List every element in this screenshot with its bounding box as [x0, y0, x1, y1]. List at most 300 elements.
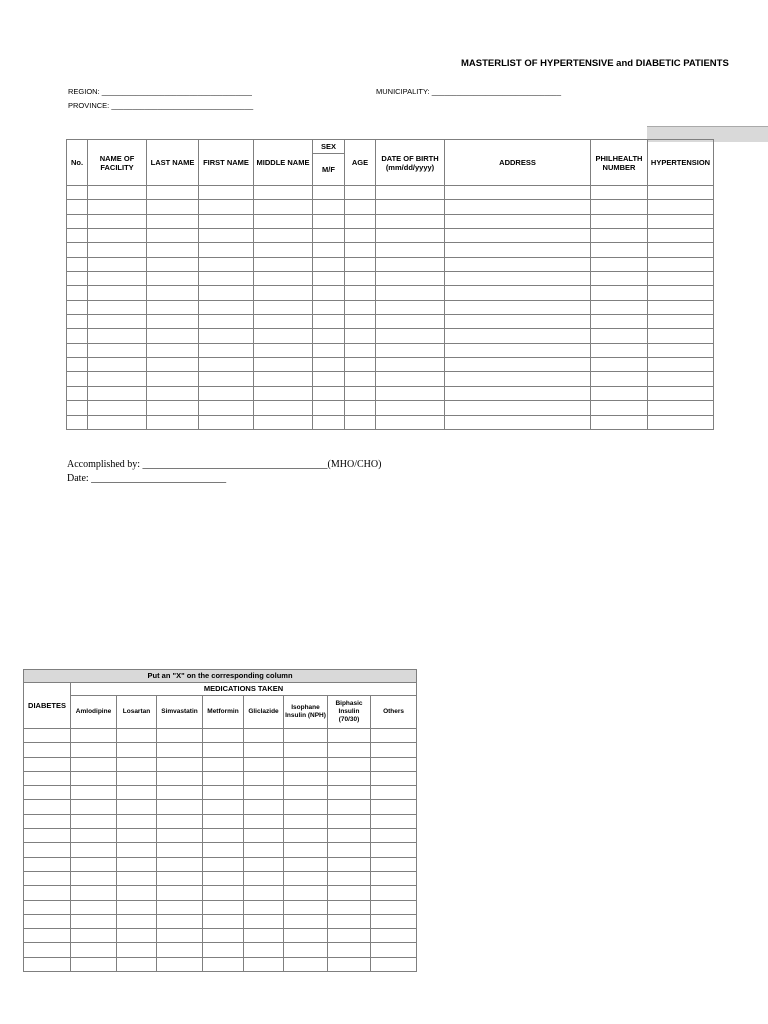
- table-cell[interactable]: [328, 757, 371, 771]
- table-cell[interactable]: [313, 286, 345, 300]
- table-cell[interactable]: [203, 886, 244, 900]
- table-cell[interactable]: [591, 200, 648, 214]
- table-cell[interactable]: [284, 900, 328, 914]
- table-cell[interactable]: [157, 729, 203, 743]
- table-cell[interactable]: [445, 186, 591, 200]
- table-cell[interactable]: [117, 814, 157, 828]
- table-cell[interactable]: [345, 300, 376, 314]
- table-cell[interactable]: [254, 186, 313, 200]
- table-cell[interactable]: [24, 957, 71, 971]
- table-cell[interactable]: [345, 200, 376, 214]
- table-cell[interactable]: [199, 415, 254, 429]
- table-cell[interactable]: [254, 300, 313, 314]
- table-cell[interactable]: [371, 743, 417, 757]
- table-cell[interactable]: [328, 871, 371, 885]
- table-cell[interactable]: [254, 358, 313, 372]
- table-cell[interactable]: [376, 272, 445, 286]
- table-cell[interactable]: [157, 743, 203, 757]
- table-cell[interactable]: [157, 900, 203, 914]
- table-cell[interactable]: [117, 914, 157, 928]
- table-cell[interactable]: [591, 329, 648, 343]
- table-cell[interactable]: [203, 757, 244, 771]
- table-cell[interactable]: [24, 800, 71, 814]
- table-cell[interactable]: [244, 829, 284, 843]
- table-cell[interactable]: [244, 800, 284, 814]
- table-cell[interactable]: [345, 286, 376, 300]
- table-cell[interactable]: [117, 743, 157, 757]
- table-cell[interactable]: [67, 343, 88, 357]
- table-cell[interactable]: [203, 943, 244, 957]
- table-cell[interactable]: [284, 929, 328, 943]
- table-cell[interactable]: [71, 829, 117, 843]
- table-cell[interactable]: [244, 871, 284, 885]
- table-cell[interactable]: [328, 786, 371, 800]
- table-cell[interactable]: [88, 386, 147, 400]
- table-cell[interactable]: [157, 886, 203, 900]
- table-cell[interactable]: [244, 957, 284, 971]
- table-cell[interactable]: [254, 329, 313, 343]
- table-cell[interactable]: [88, 272, 147, 286]
- table-cell[interactable]: [244, 943, 284, 957]
- table-cell[interactable]: [203, 800, 244, 814]
- table-cell[interactable]: [445, 329, 591, 343]
- table-cell[interactable]: [313, 315, 345, 329]
- table-cell[interactable]: [117, 843, 157, 857]
- table-cell[interactable]: [71, 843, 117, 857]
- table-cell[interactable]: [244, 843, 284, 857]
- table-cell[interactable]: [117, 957, 157, 971]
- table-cell[interactable]: [376, 358, 445, 372]
- table-cell[interactable]: [284, 729, 328, 743]
- table-cell[interactable]: [203, 914, 244, 928]
- table-cell[interactable]: [254, 286, 313, 300]
- table-cell[interactable]: [71, 814, 117, 828]
- table-cell[interactable]: [88, 329, 147, 343]
- table-cell[interactable]: [328, 843, 371, 857]
- table-cell[interactable]: [203, 843, 244, 857]
- table-cell[interactable]: [371, 871, 417, 885]
- table-cell[interactable]: [117, 757, 157, 771]
- table-cell[interactable]: [313, 200, 345, 214]
- table-cell[interactable]: [591, 401, 648, 415]
- table-cell[interactable]: [591, 272, 648, 286]
- table-cell[interactable]: [591, 300, 648, 314]
- table-cell[interactable]: [648, 315, 714, 329]
- table-cell[interactable]: [117, 929, 157, 943]
- table-cell[interactable]: [345, 329, 376, 343]
- table-cell[interactable]: [199, 229, 254, 243]
- table-cell[interactable]: [648, 343, 714, 357]
- table-cell[interactable]: [157, 871, 203, 885]
- table-cell[interactable]: [284, 857, 328, 871]
- table-cell[interactable]: [445, 343, 591, 357]
- table-cell[interactable]: [345, 415, 376, 429]
- table-cell[interactable]: [445, 229, 591, 243]
- table-cell[interactable]: [157, 843, 203, 857]
- table-cell[interactable]: [284, 914, 328, 928]
- table-cell[interactable]: [345, 401, 376, 415]
- table-cell[interactable]: [313, 401, 345, 415]
- table-cell[interactable]: [24, 829, 71, 843]
- table-cell[interactable]: [147, 358, 199, 372]
- table-cell[interactable]: [345, 243, 376, 257]
- table-cell[interactable]: [199, 315, 254, 329]
- table-cell[interactable]: [199, 272, 254, 286]
- table-cell[interactable]: [328, 929, 371, 943]
- table-cell[interactable]: [254, 401, 313, 415]
- table-cell[interactable]: [376, 286, 445, 300]
- table-cell[interactable]: [648, 415, 714, 429]
- table-cell[interactable]: [24, 943, 71, 957]
- table-cell[interactable]: [328, 729, 371, 743]
- table-cell[interactable]: [157, 929, 203, 943]
- table-cell[interactable]: [67, 186, 88, 200]
- table-cell[interactable]: [88, 358, 147, 372]
- table-cell[interactable]: [147, 386, 199, 400]
- table-cell[interactable]: [648, 286, 714, 300]
- table-cell[interactable]: [71, 957, 117, 971]
- table-cell[interactable]: [157, 786, 203, 800]
- table-cell[interactable]: [328, 829, 371, 843]
- table-cell[interactable]: [648, 186, 714, 200]
- table-cell[interactable]: [284, 871, 328, 885]
- table-cell[interactable]: [648, 300, 714, 314]
- table-cell[interactable]: [67, 329, 88, 343]
- table-cell[interactable]: [591, 214, 648, 228]
- table-cell[interactable]: [313, 257, 345, 271]
- table-cell[interactable]: [371, 729, 417, 743]
- table-cell[interactable]: [313, 372, 345, 386]
- table-cell[interactable]: [371, 771, 417, 785]
- table-cell[interactable]: [284, 786, 328, 800]
- table-cell[interactable]: [88, 243, 147, 257]
- table-cell[interactable]: [67, 257, 88, 271]
- table-cell[interactable]: [445, 214, 591, 228]
- table-cell[interactable]: [88, 186, 147, 200]
- table-cell[interactable]: [244, 914, 284, 928]
- table-cell[interactable]: [88, 257, 147, 271]
- table-cell[interactable]: [157, 957, 203, 971]
- table-cell[interactable]: [117, 871, 157, 885]
- table-cell[interactable]: [147, 214, 199, 228]
- table-cell[interactable]: [328, 914, 371, 928]
- table-cell[interactable]: [117, 829, 157, 843]
- table-cell[interactable]: [199, 200, 254, 214]
- table-cell[interactable]: [88, 315, 147, 329]
- table-cell[interactable]: [648, 243, 714, 257]
- table-cell[interactable]: [157, 943, 203, 957]
- table-cell[interactable]: [371, 829, 417, 843]
- table-cell[interactable]: [284, 800, 328, 814]
- table-cell[interactable]: [313, 343, 345, 357]
- table-cell[interactable]: [71, 729, 117, 743]
- table-cell[interactable]: [345, 315, 376, 329]
- table-cell[interactable]: [284, 843, 328, 857]
- table-cell[interactable]: [376, 243, 445, 257]
- table-cell[interactable]: [254, 257, 313, 271]
- table-cell[interactable]: [445, 401, 591, 415]
- table-cell[interactable]: [313, 300, 345, 314]
- table-cell[interactable]: [284, 743, 328, 757]
- table-cell[interactable]: [71, 900, 117, 914]
- table-cell[interactable]: [24, 900, 71, 914]
- table-cell[interactable]: [254, 229, 313, 243]
- table-cell[interactable]: [157, 914, 203, 928]
- table-cell[interactable]: [157, 771, 203, 785]
- table-cell[interactable]: [199, 401, 254, 415]
- table-cell[interactable]: [371, 786, 417, 800]
- table-cell[interactable]: [199, 358, 254, 372]
- table-cell[interactable]: [445, 386, 591, 400]
- table-cell[interactable]: [313, 386, 345, 400]
- table-cell[interactable]: [313, 186, 345, 200]
- table-cell[interactable]: [244, 757, 284, 771]
- table-cell[interactable]: [71, 800, 117, 814]
- table-cell[interactable]: [345, 229, 376, 243]
- table-cell[interactable]: [345, 272, 376, 286]
- table-cell[interactable]: [203, 929, 244, 943]
- table-cell[interactable]: [117, 771, 157, 785]
- table-cell[interactable]: [203, 814, 244, 828]
- table-cell[interactable]: [254, 372, 313, 386]
- table-cell[interactable]: [67, 300, 88, 314]
- table-cell[interactable]: [244, 900, 284, 914]
- table-cell[interactable]: [157, 757, 203, 771]
- table-cell[interactable]: [24, 929, 71, 943]
- table-cell[interactable]: [328, 900, 371, 914]
- table-cell[interactable]: [371, 843, 417, 857]
- table-cell[interactable]: [24, 786, 71, 800]
- table-cell[interactable]: [371, 929, 417, 943]
- table-cell[interactable]: [199, 300, 254, 314]
- table-cell[interactable]: [147, 372, 199, 386]
- table-cell[interactable]: [71, 743, 117, 757]
- table-cell[interactable]: [648, 358, 714, 372]
- table-cell[interactable]: [67, 315, 88, 329]
- table-cell[interactable]: [371, 914, 417, 928]
- table-cell[interactable]: [376, 401, 445, 415]
- table-cell[interactable]: [67, 401, 88, 415]
- table-cell[interactable]: [371, 800, 417, 814]
- table-cell[interactable]: [203, 786, 244, 800]
- table-cell[interactable]: [445, 257, 591, 271]
- table-cell[interactable]: [254, 200, 313, 214]
- table-cell[interactable]: [24, 814, 71, 828]
- table-cell[interactable]: [244, 857, 284, 871]
- table-cell[interactable]: [203, 957, 244, 971]
- table-cell[interactable]: [313, 214, 345, 228]
- table-cell[interactable]: [648, 272, 714, 286]
- table-cell[interactable]: [371, 900, 417, 914]
- table-cell[interactable]: [591, 286, 648, 300]
- table-cell[interactable]: [147, 315, 199, 329]
- table-cell[interactable]: [345, 372, 376, 386]
- table-cell[interactable]: [345, 386, 376, 400]
- table-cell[interactable]: [313, 358, 345, 372]
- table-cell[interactable]: [328, 814, 371, 828]
- table-cell[interactable]: [284, 943, 328, 957]
- table-cell[interactable]: [313, 243, 345, 257]
- table-cell[interactable]: [284, 814, 328, 828]
- table-cell[interactable]: [117, 857, 157, 871]
- table-cell[interactable]: [313, 415, 345, 429]
- table-cell[interactable]: [147, 272, 199, 286]
- table-cell[interactable]: [445, 300, 591, 314]
- table-cell[interactable]: [67, 415, 88, 429]
- table-cell[interactable]: [328, 957, 371, 971]
- table-cell[interactable]: [147, 401, 199, 415]
- table-cell[interactable]: [371, 814, 417, 828]
- table-cell[interactable]: [147, 286, 199, 300]
- table-cell[interactable]: [371, 886, 417, 900]
- table-cell[interactable]: [345, 214, 376, 228]
- table-cell[interactable]: [376, 386, 445, 400]
- table-cell[interactable]: [376, 300, 445, 314]
- table-cell[interactable]: [313, 229, 345, 243]
- table-cell[interactable]: [376, 186, 445, 200]
- table-cell[interactable]: [147, 200, 199, 214]
- table-cell[interactable]: [199, 386, 254, 400]
- table-cell[interactable]: [591, 315, 648, 329]
- table-cell[interactable]: [244, 729, 284, 743]
- table-cell[interactable]: [157, 829, 203, 843]
- table-cell[interactable]: [199, 372, 254, 386]
- table-cell[interactable]: [328, 800, 371, 814]
- table-cell[interactable]: [117, 886, 157, 900]
- table-cell[interactable]: [648, 386, 714, 400]
- table-cell[interactable]: [445, 200, 591, 214]
- table-cell[interactable]: [147, 415, 199, 429]
- table-cell[interactable]: [328, 886, 371, 900]
- table-cell[interactable]: [328, 943, 371, 957]
- table-cell[interactable]: [445, 358, 591, 372]
- table-cell[interactable]: [147, 300, 199, 314]
- table-cell[interactable]: [147, 343, 199, 357]
- table-cell[interactable]: [199, 343, 254, 357]
- table-cell[interactable]: [88, 415, 147, 429]
- table-cell[interactable]: [376, 229, 445, 243]
- table-cell[interactable]: [157, 814, 203, 828]
- table-cell[interactable]: [147, 186, 199, 200]
- table-cell[interactable]: [67, 386, 88, 400]
- table-cell[interactable]: [376, 257, 445, 271]
- table-cell[interactable]: [203, 829, 244, 843]
- table-cell[interactable]: [147, 257, 199, 271]
- table-cell[interactable]: [71, 929, 117, 943]
- table-cell[interactable]: [117, 943, 157, 957]
- table-cell[interactable]: [284, 957, 328, 971]
- table-cell[interactable]: [648, 401, 714, 415]
- table-cell[interactable]: [88, 214, 147, 228]
- table-cell[interactable]: [24, 843, 71, 857]
- table-cell[interactable]: [376, 214, 445, 228]
- table-cell[interactable]: [67, 272, 88, 286]
- table-cell[interactable]: [254, 243, 313, 257]
- table-cell[interactable]: [117, 729, 157, 743]
- table-cell[interactable]: [203, 743, 244, 757]
- table-cell[interactable]: [67, 229, 88, 243]
- table-cell[interactable]: [88, 286, 147, 300]
- table-cell[interactable]: [313, 329, 345, 343]
- table-cell[interactable]: [328, 743, 371, 757]
- table-cell[interactable]: [648, 214, 714, 228]
- table-cell[interactable]: [445, 243, 591, 257]
- table-cell[interactable]: [147, 229, 199, 243]
- table-cell[interactable]: [88, 229, 147, 243]
- table-cell[interactable]: [591, 372, 648, 386]
- table-cell[interactable]: [199, 214, 254, 228]
- table-cell[interactable]: [376, 372, 445, 386]
- table-cell[interactable]: [71, 871, 117, 885]
- table-cell[interactable]: [648, 229, 714, 243]
- table-cell[interactable]: [445, 286, 591, 300]
- table-cell[interactable]: [24, 914, 71, 928]
- table-cell[interactable]: [203, 871, 244, 885]
- table-cell[interactable]: [203, 771, 244, 785]
- table-cell[interactable]: [199, 186, 254, 200]
- table-cell[interactable]: [199, 329, 254, 343]
- table-cell[interactable]: [328, 771, 371, 785]
- table-cell[interactable]: [376, 343, 445, 357]
- table-cell[interactable]: [244, 886, 284, 900]
- table-cell[interactable]: [203, 857, 244, 871]
- table-cell[interactable]: [376, 329, 445, 343]
- table-cell[interactable]: [445, 415, 591, 429]
- table-cell[interactable]: [147, 329, 199, 343]
- table-cell[interactable]: [244, 743, 284, 757]
- table-cell[interactable]: [199, 243, 254, 257]
- table-cell[interactable]: [254, 214, 313, 228]
- table-cell[interactable]: [24, 729, 71, 743]
- table-cell[interactable]: [591, 243, 648, 257]
- table-cell[interactable]: [345, 257, 376, 271]
- table-cell[interactable]: [199, 286, 254, 300]
- table-cell[interactable]: [24, 743, 71, 757]
- table-cell[interactable]: [24, 757, 71, 771]
- table-cell[interactable]: [147, 243, 199, 257]
- table-cell[interactable]: [376, 315, 445, 329]
- table-cell[interactable]: [88, 401, 147, 415]
- table-cell[interactable]: [71, 943, 117, 957]
- table-cell[interactable]: [648, 372, 714, 386]
- table-cell[interactable]: [254, 386, 313, 400]
- table-cell[interactable]: [345, 343, 376, 357]
- table-cell[interactable]: [117, 800, 157, 814]
- table-cell[interactable]: [371, 857, 417, 871]
- table-cell[interactable]: [244, 929, 284, 943]
- table-cell[interactable]: [284, 829, 328, 843]
- table-cell[interactable]: [24, 886, 71, 900]
- table-cell[interactable]: [648, 257, 714, 271]
- table-cell[interactable]: [67, 200, 88, 214]
- table-cell[interactable]: [445, 315, 591, 329]
- table-cell[interactable]: [71, 771, 117, 785]
- table-cell[interactable]: [648, 200, 714, 214]
- table-cell[interactable]: [24, 857, 71, 871]
- table-cell[interactable]: [67, 243, 88, 257]
- table-cell[interactable]: [284, 886, 328, 900]
- table-cell[interactable]: [157, 800, 203, 814]
- table-cell[interactable]: [88, 200, 147, 214]
- table-cell[interactable]: [591, 229, 648, 243]
- table-cell[interactable]: [71, 757, 117, 771]
- table-cell[interactable]: [203, 729, 244, 743]
- table-cell[interactable]: [24, 771, 71, 785]
- table-cell[interactable]: [254, 415, 313, 429]
- table-cell[interactable]: [591, 415, 648, 429]
- table-cell[interactable]: [117, 786, 157, 800]
- table-cell[interactable]: [67, 358, 88, 372]
